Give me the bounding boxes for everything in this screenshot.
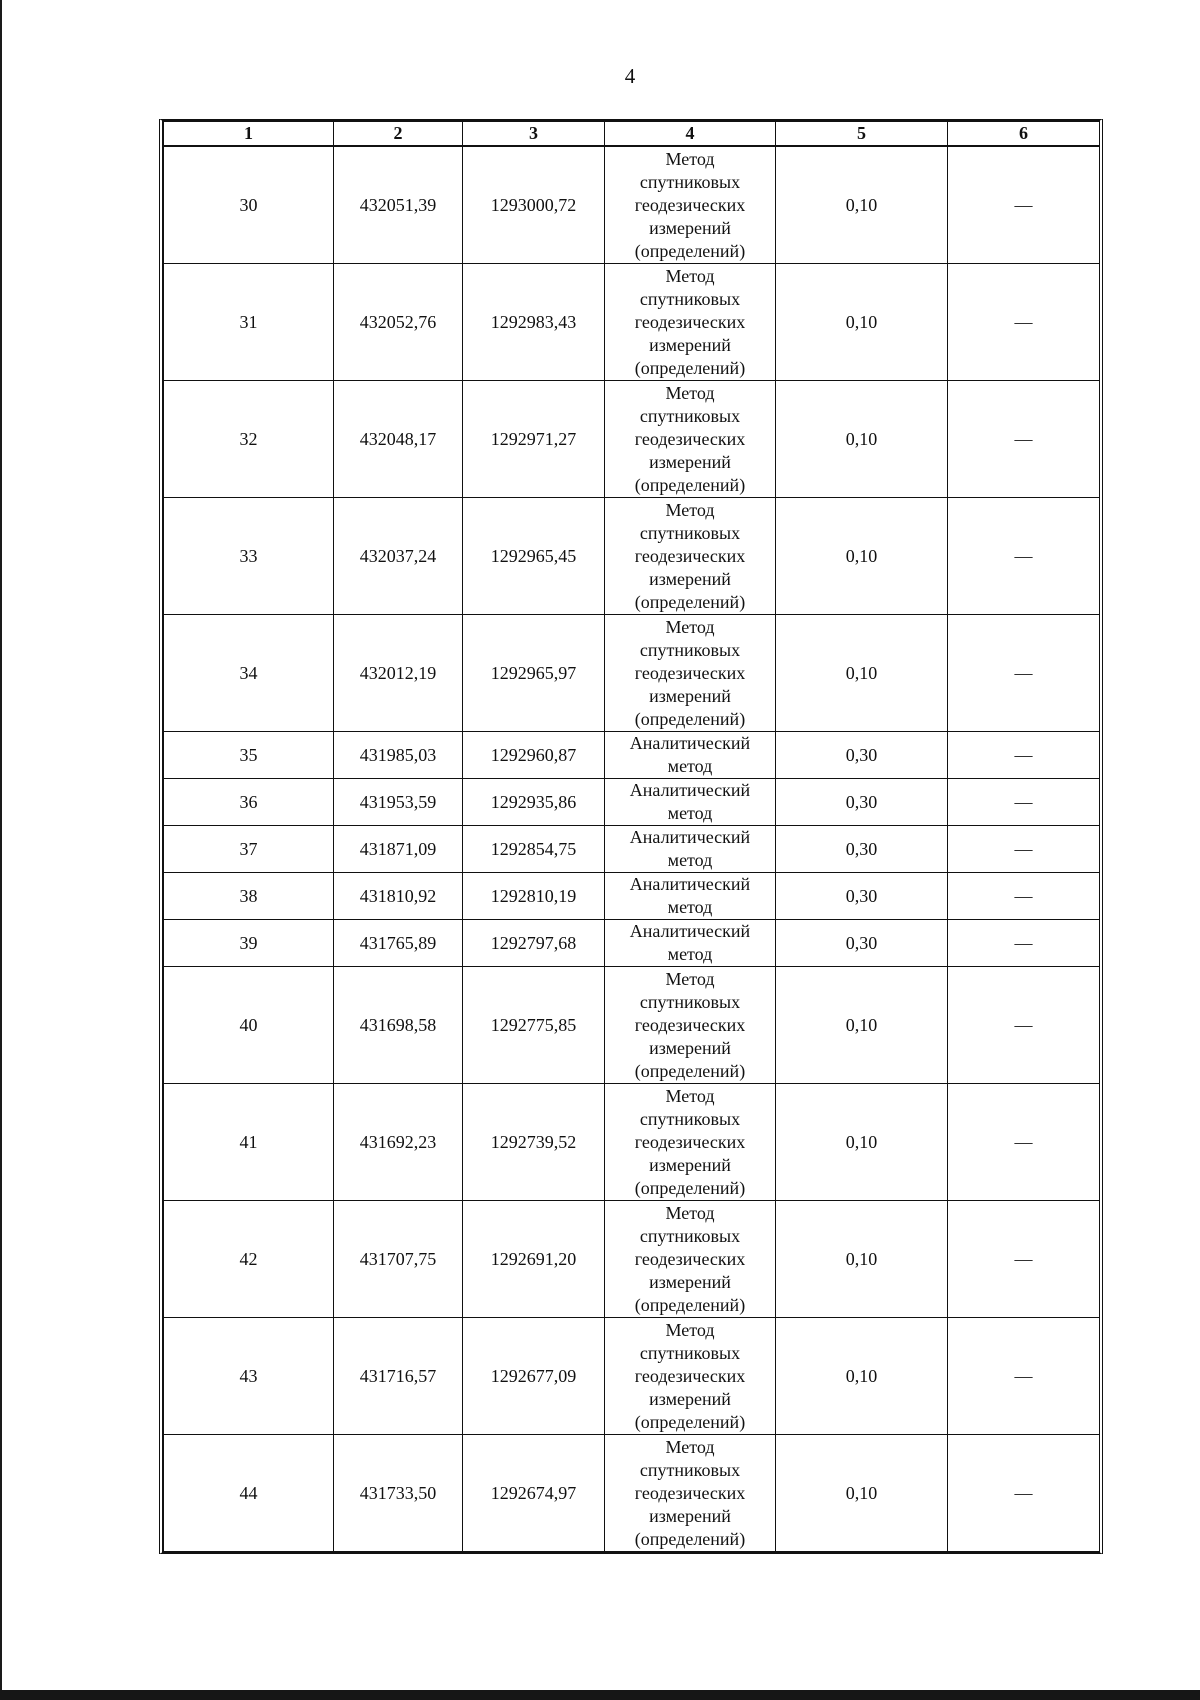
- method-line: (определений): [634, 591, 746, 612]
- method-line: Метод: [665, 1436, 715, 1457]
- method-cell: [605, 615, 776, 732]
- y-coordinate-cell: 1292775,85: [463, 967, 605, 1084]
- method-cell: [605, 1435, 776, 1552]
- point-number-cell: 43: [164, 1318, 334, 1435]
- scan-edge-bottom: [0, 1690, 1200, 1700]
- point-number-cell: 33: [164, 498, 334, 615]
- point-number-cell: 32: [164, 381, 334, 498]
- accuracy-cell: 0,30: [776, 826, 948, 873]
- y-coordinate-cell: 1292983,43: [463, 264, 605, 381]
- accuracy-cell: 0,10: [776, 1318, 948, 1435]
- method-cell: [605, 264, 776, 381]
- method-cell: [605, 1318, 776, 1435]
- point-number-cell: 41: [164, 1084, 334, 1201]
- page-number: 4: [624, 64, 636, 88]
- method-line: геодезических: [634, 545, 746, 566]
- y-coordinate-cell: 1292739,52: [463, 1084, 605, 1201]
- method-line: измерений: [649, 1505, 731, 1526]
- method-line: геодезических: [634, 1131, 746, 1152]
- method-line: Метод: [665, 1319, 715, 1340]
- method-line: (определений): [634, 1294, 746, 1315]
- note-cell: —: [948, 826, 1100, 873]
- column-header: 4: [605, 122, 776, 147]
- method-line: измерений: [649, 1154, 731, 1175]
- table-row: [164, 146, 1100, 264]
- method-line: спутниковых: [639, 1342, 741, 1363]
- y-coordinate-cell: 1292810,19: [463, 873, 605, 920]
- method-line: спутниковых: [639, 171, 741, 192]
- x-coordinate-cell: 431716,57: [334, 1318, 463, 1435]
- method-line: (определений): [634, 708, 746, 729]
- x-coordinate-cell: 431871,09: [334, 826, 463, 873]
- table-row: [164, 1084, 1100, 1201]
- y-coordinate-cell: 1292691,20: [463, 1201, 605, 1318]
- table-row: [164, 1201, 1100, 1318]
- accuracy-cell: 0,30: [776, 920, 948, 967]
- method-line: Метод: [665, 616, 715, 637]
- table-row: [164, 873, 1100, 920]
- note-cell: —: [948, 146, 1100, 264]
- point-number-cell: 36: [164, 779, 334, 826]
- column-header: 6: [948, 122, 1100, 147]
- note-cell: —: [948, 873, 1100, 920]
- method-line: Аналитический: [629, 733, 751, 753]
- point-number-cell: 34: [164, 615, 334, 732]
- point-number-cell: 39: [164, 920, 334, 967]
- method-line: метод: [667, 897, 713, 917]
- table-row: [164, 264, 1100, 381]
- method-cell: [605, 381, 776, 498]
- column-header: 3: [463, 122, 605, 147]
- x-coordinate-cell: 431698,58: [334, 967, 463, 1084]
- accuracy-cell: 0,10: [776, 1084, 948, 1201]
- y-coordinate-cell: 1292971,27: [463, 381, 605, 498]
- method-line: геодезических: [634, 1014, 746, 1035]
- method-cell: [605, 1201, 776, 1318]
- table-row: [164, 1435, 1100, 1552]
- x-coordinate-cell: 431810,92: [334, 873, 463, 920]
- method-line: (определений): [634, 357, 746, 378]
- table-row: [164, 498, 1100, 615]
- y-coordinate-cell: 1293000,72: [463, 146, 605, 264]
- y-coordinate-cell: 1292965,45: [463, 498, 605, 615]
- note-cell: —: [948, 381, 1100, 498]
- method-line: геодезических: [634, 428, 746, 449]
- y-coordinate-cell: 1292677,09: [463, 1318, 605, 1435]
- x-coordinate-cell: 431733,50: [334, 1435, 463, 1552]
- method-line: геодезических: [634, 1365, 746, 1386]
- method-line: измерений: [649, 685, 731, 706]
- scan-edge-left: [0, 0, 2, 1700]
- coordinates-table: [163, 121, 1100, 1552]
- accuracy-cell: 0,30: [776, 779, 948, 826]
- method-line: Метод: [665, 499, 715, 520]
- x-coordinate-cell: 432051,39: [334, 146, 463, 264]
- method-line: геодезических: [634, 194, 746, 215]
- table-body: [164, 146, 1100, 1552]
- column-header: 2: [334, 122, 463, 147]
- x-coordinate-cell: 431707,75: [334, 1201, 463, 1318]
- x-coordinate-cell: 431765,89: [334, 920, 463, 967]
- method-line: Аналитический: [629, 921, 751, 941]
- method-cell: [605, 146, 776, 264]
- note-cell: —: [948, 1435, 1100, 1552]
- y-coordinate-cell: 1292797,68: [463, 920, 605, 967]
- coordinates-table-frame: [159, 119, 1103, 1554]
- method-line: спутниковых: [639, 1225, 741, 1246]
- x-coordinate-cell: 432048,17: [334, 381, 463, 498]
- note-cell: —: [948, 1201, 1100, 1318]
- note-cell: —: [948, 1084, 1100, 1201]
- note-cell: —: [948, 615, 1100, 732]
- method-line: (определений): [634, 240, 746, 261]
- method-line: геодезических: [634, 662, 746, 683]
- method-cell: [605, 498, 776, 615]
- x-coordinate-cell: 431985,03: [334, 732, 463, 779]
- note-cell: —: [948, 264, 1100, 381]
- method-line: Метод: [665, 1085, 715, 1106]
- note-cell: —: [948, 498, 1100, 615]
- y-coordinate-cell: 1292965,97: [463, 615, 605, 732]
- table-row: [164, 920, 1100, 967]
- method-line: геодезических: [634, 1248, 746, 1269]
- method-line: измерений: [649, 1271, 731, 1292]
- accuracy-cell: 0,10: [776, 1435, 948, 1552]
- note-cell: —: [948, 779, 1100, 826]
- method-cell: [605, 826, 776, 873]
- accuracy-cell: 0,10: [776, 615, 948, 732]
- method-line: метод: [667, 850, 713, 870]
- method-cell: [605, 967, 776, 1084]
- x-coordinate-cell: 431953,59: [334, 779, 463, 826]
- method-line: измерений: [649, 1037, 731, 1058]
- x-coordinate-cell: 432012,19: [334, 615, 463, 732]
- method-line: спутниковых: [639, 288, 741, 309]
- method-line: спутниковых: [639, 639, 741, 660]
- method-line: измерений: [649, 568, 731, 589]
- method-cell: [605, 873, 776, 920]
- accuracy-cell: 0,10: [776, 146, 948, 264]
- method-line: (определений): [634, 1528, 746, 1549]
- point-number-cell: 30: [164, 146, 334, 264]
- point-number-cell: 31: [164, 264, 334, 381]
- point-number-cell: 40: [164, 967, 334, 1084]
- accuracy-cell: 0,10: [776, 1201, 948, 1318]
- method-line: спутниковых: [639, 1108, 741, 1129]
- method-line: (определений): [634, 1177, 746, 1198]
- method-line: Аналитический: [629, 827, 751, 847]
- method-line: метод: [667, 756, 713, 776]
- table-row: [164, 967, 1100, 1084]
- method-line: Метод: [665, 968, 715, 989]
- accuracy-cell: 0,30: [776, 873, 948, 920]
- method-cell: [605, 779, 776, 826]
- method-line: Метод: [665, 1202, 715, 1223]
- method-cell: [605, 920, 776, 967]
- y-coordinate-cell: 1292960,87: [463, 732, 605, 779]
- column-header: 1: [164, 122, 334, 147]
- method-line: геодезических: [634, 311, 746, 332]
- y-coordinate-cell: 1292854,75: [463, 826, 605, 873]
- method-line: Аналитический: [629, 874, 751, 894]
- x-coordinate-cell: 431692,23: [334, 1084, 463, 1201]
- table-row: [164, 381, 1100, 498]
- method-line: (определений): [634, 474, 746, 495]
- accuracy-cell: 0,30: [776, 732, 948, 779]
- point-number-cell: 38: [164, 873, 334, 920]
- method-line: геодезических: [634, 1482, 746, 1503]
- method-line: измерений: [649, 334, 731, 355]
- note-cell: —: [948, 920, 1100, 967]
- accuracy-cell: 0,10: [776, 498, 948, 615]
- point-number-cell: 35: [164, 732, 334, 779]
- table-row: [164, 826, 1100, 873]
- method-line: спутниковых: [639, 991, 741, 1012]
- method-line: Аналитический: [629, 780, 751, 800]
- method-line: (определений): [634, 1060, 746, 1081]
- column-header: 5: [776, 122, 948, 147]
- note-cell: —: [948, 1318, 1100, 1435]
- y-coordinate-cell: 1292674,97: [463, 1435, 605, 1552]
- note-cell: —: [948, 967, 1100, 1084]
- accuracy-cell: 0,10: [776, 264, 948, 381]
- accuracy-cell: 0,10: [776, 381, 948, 498]
- method-line: измерений: [649, 1388, 731, 1409]
- method-line: (определений): [634, 1411, 746, 1432]
- point-number-cell: 44: [164, 1435, 334, 1552]
- method-line: метод: [667, 944, 713, 964]
- method-line: Метод: [665, 148, 715, 169]
- method-line: метод: [667, 803, 713, 823]
- x-coordinate-cell: 432037,24: [334, 498, 463, 615]
- method-line: измерений: [649, 451, 731, 472]
- point-number-cell: 42: [164, 1201, 334, 1318]
- accuracy-cell: 0,10: [776, 967, 948, 1084]
- x-coordinate-cell: 432052,76: [334, 264, 463, 381]
- point-number-cell: 37: [164, 826, 334, 873]
- table-row: [164, 1318, 1100, 1435]
- table-row: [164, 732, 1100, 779]
- table-row: [164, 615, 1100, 732]
- table-row: [164, 779, 1100, 826]
- y-coordinate-cell: 1292935,86: [463, 779, 605, 826]
- table-header-row: [164, 122, 1100, 147]
- method-line: спутниковых: [639, 522, 741, 543]
- method-line: спутниковых: [639, 405, 741, 426]
- method-cell: [605, 732, 776, 779]
- note-cell: —: [948, 732, 1100, 779]
- method-line: Метод: [665, 265, 715, 286]
- method-line: измерений: [649, 217, 731, 238]
- method-cell: [605, 1084, 776, 1201]
- method-line: Метод: [665, 382, 715, 403]
- method-line: спутниковых: [639, 1459, 741, 1480]
